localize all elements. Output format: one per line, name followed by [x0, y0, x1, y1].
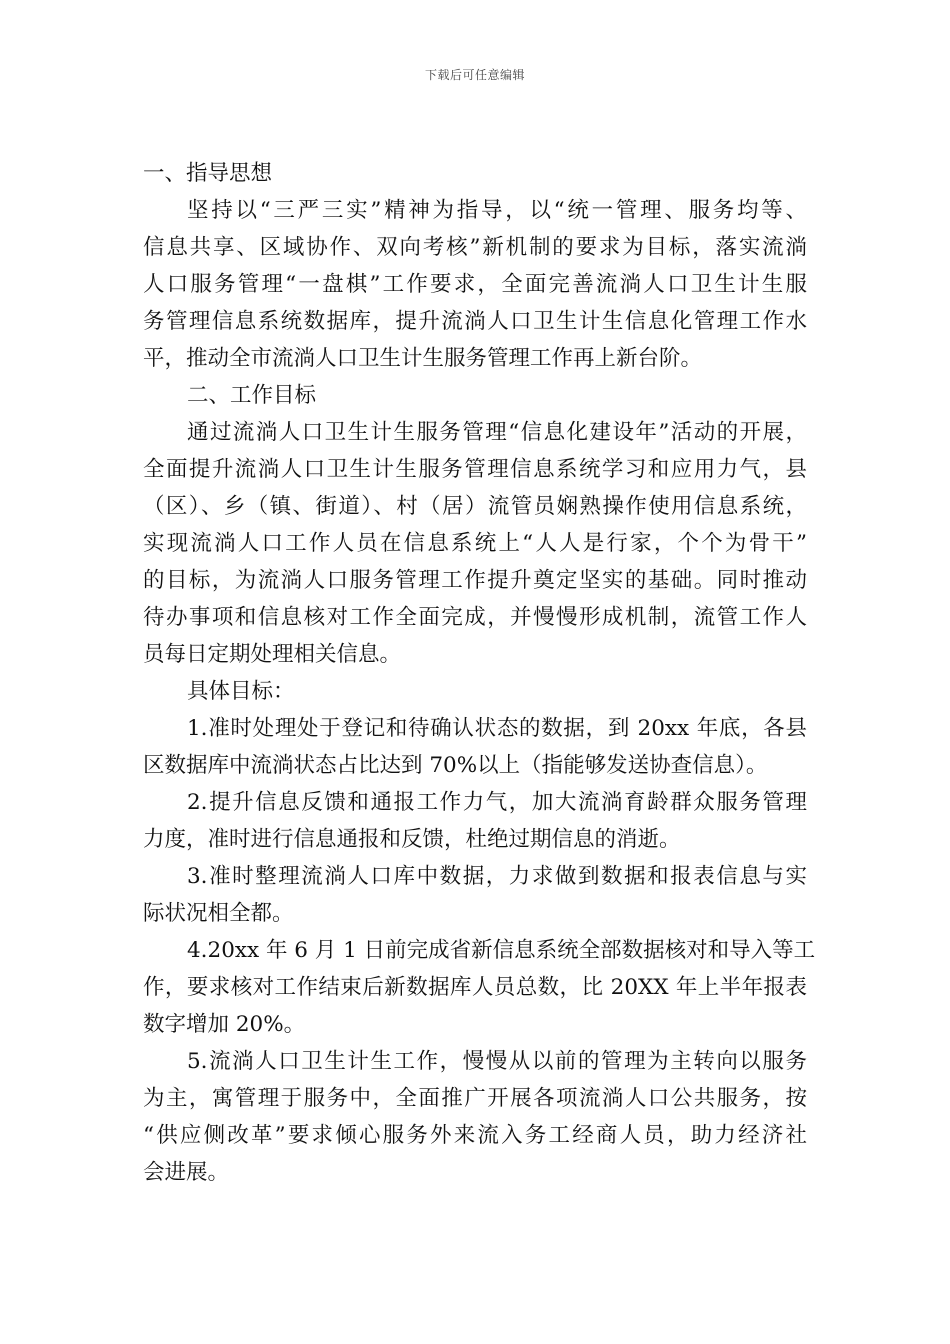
- paragraph-line: 实现流淌人口工作人员在信息系统上“人人是行家，个个为骨干”: [143, 531, 807, 556]
- paragraph-line: 力度，准时进行信息通报和反馈，杜绝过期信息的消逝。: [143, 827, 681, 852]
- paragraph-line: 会进展。: [143, 1160, 230, 1185]
- paragraph-line: 区数据库中流淌状态占比达到 70%以上（指能够发送协查信息）。: [143, 753, 768, 778]
- paragraph-guiding-thought: [143, 192, 807, 377]
- goal-item-3: [143, 858, 807, 932]
- paragraph-line: 际状况相全都。: [143, 901, 294, 926]
- paragraph-line: 坚持以“三严三实”精神为指导，以“统一管理、服务均等、: [187, 198, 807, 223]
- paragraph-line: 作，要求核对工作结束后新数据库人员总数，比 20XX 年上半年报表: [143, 975, 807, 1000]
- paragraph-line: 信息共享、区域协作、双向考核”新机制的要求为目标，落实流淌: [143, 235, 807, 260]
- paragraph-line: 3.准时整理流淌人口库中数据，力求做到数据和报表信息与实: [187, 864, 807, 889]
- paragraph-line: 的目标，为流淌人口服务管理工作提升奠定坚实的基础。同时推动: [143, 568, 807, 593]
- paragraph-line: 为主，寓管理于服务中，全面推广开展各项流淌人口公共服务，按: [143, 1086, 807, 1111]
- document-body: [143, 155, 816, 1191]
- paragraph-line: 全面提升流淌人口卫生计生服务管理信息系统学习和应用力气，县: [143, 457, 807, 482]
- header-note: 下载后可任意编辑: [424, 68, 525, 82]
- paragraph-work-goals: [143, 414, 807, 673]
- specific-goals-title: 具体目标：: [187, 679, 295, 704]
- section-title-guiding-thought: 一、指导思想: [143, 161, 273, 186]
- paragraph-line: 1.准时处理处于登记和待确认状态的数据，到 20xx 年底，各县: [187, 716, 807, 741]
- paragraph-line: 务管理信息系统数据库，提升流淌人口卫生计生信息化管理工作水: [143, 309, 807, 334]
- paragraph-line: 员每日定期处理相关信息。: [143, 642, 402, 667]
- goal-item-5: [143, 1043, 807, 1191]
- goal-item-2: [143, 784, 807, 858]
- goal-item-4: [143, 932, 816, 1043]
- paragraph-line: 通过流淌人口卫生计生服务管理“信息化建设年”活动的开展，: [187, 420, 807, 445]
- paragraph-line: 数字增加 20%。: [143, 1012, 306, 1037]
- paragraph-line: 平，推动全市流淌人口卫生计生服务管理工作再上新台阶。: [143, 346, 703, 371]
- paragraph-line: 5.流淌人口卫生计生工作，慢慢从以前的管理为主转向以服务: [187, 1049, 807, 1074]
- paragraph-line: （区）、乡（镇、街道）、村（居）流管员娴熟操作使用信息系统，: [143, 494, 807, 519]
- goal-item-1: [143, 710, 807, 784]
- paragraph-line: 4.20xx 年 6 月 1 日前完成省新信息系统全部数据核对和导入等工: [187, 938, 816, 963]
- paragraph-line: 待办事项和信息核对工作全面完成，并慢慢形成机制，流管工作人: [143, 605, 807, 630]
- paragraph-line: “供应侧改革”要求倾心服务外来流入务工经商人员，助力经济社: [143, 1123, 807, 1148]
- paragraph-line: 人口服务管理“一盘棋”工作要求，全面完善流淌人口卫生计生服: [143, 272, 807, 297]
- section-title-work-goals: 二、工作目标: [187, 383, 317, 408]
- paragraph-line: 2.提升信息反馈和通报工作力气，加大流淌育龄群众服务管理: [187, 790, 807, 815]
